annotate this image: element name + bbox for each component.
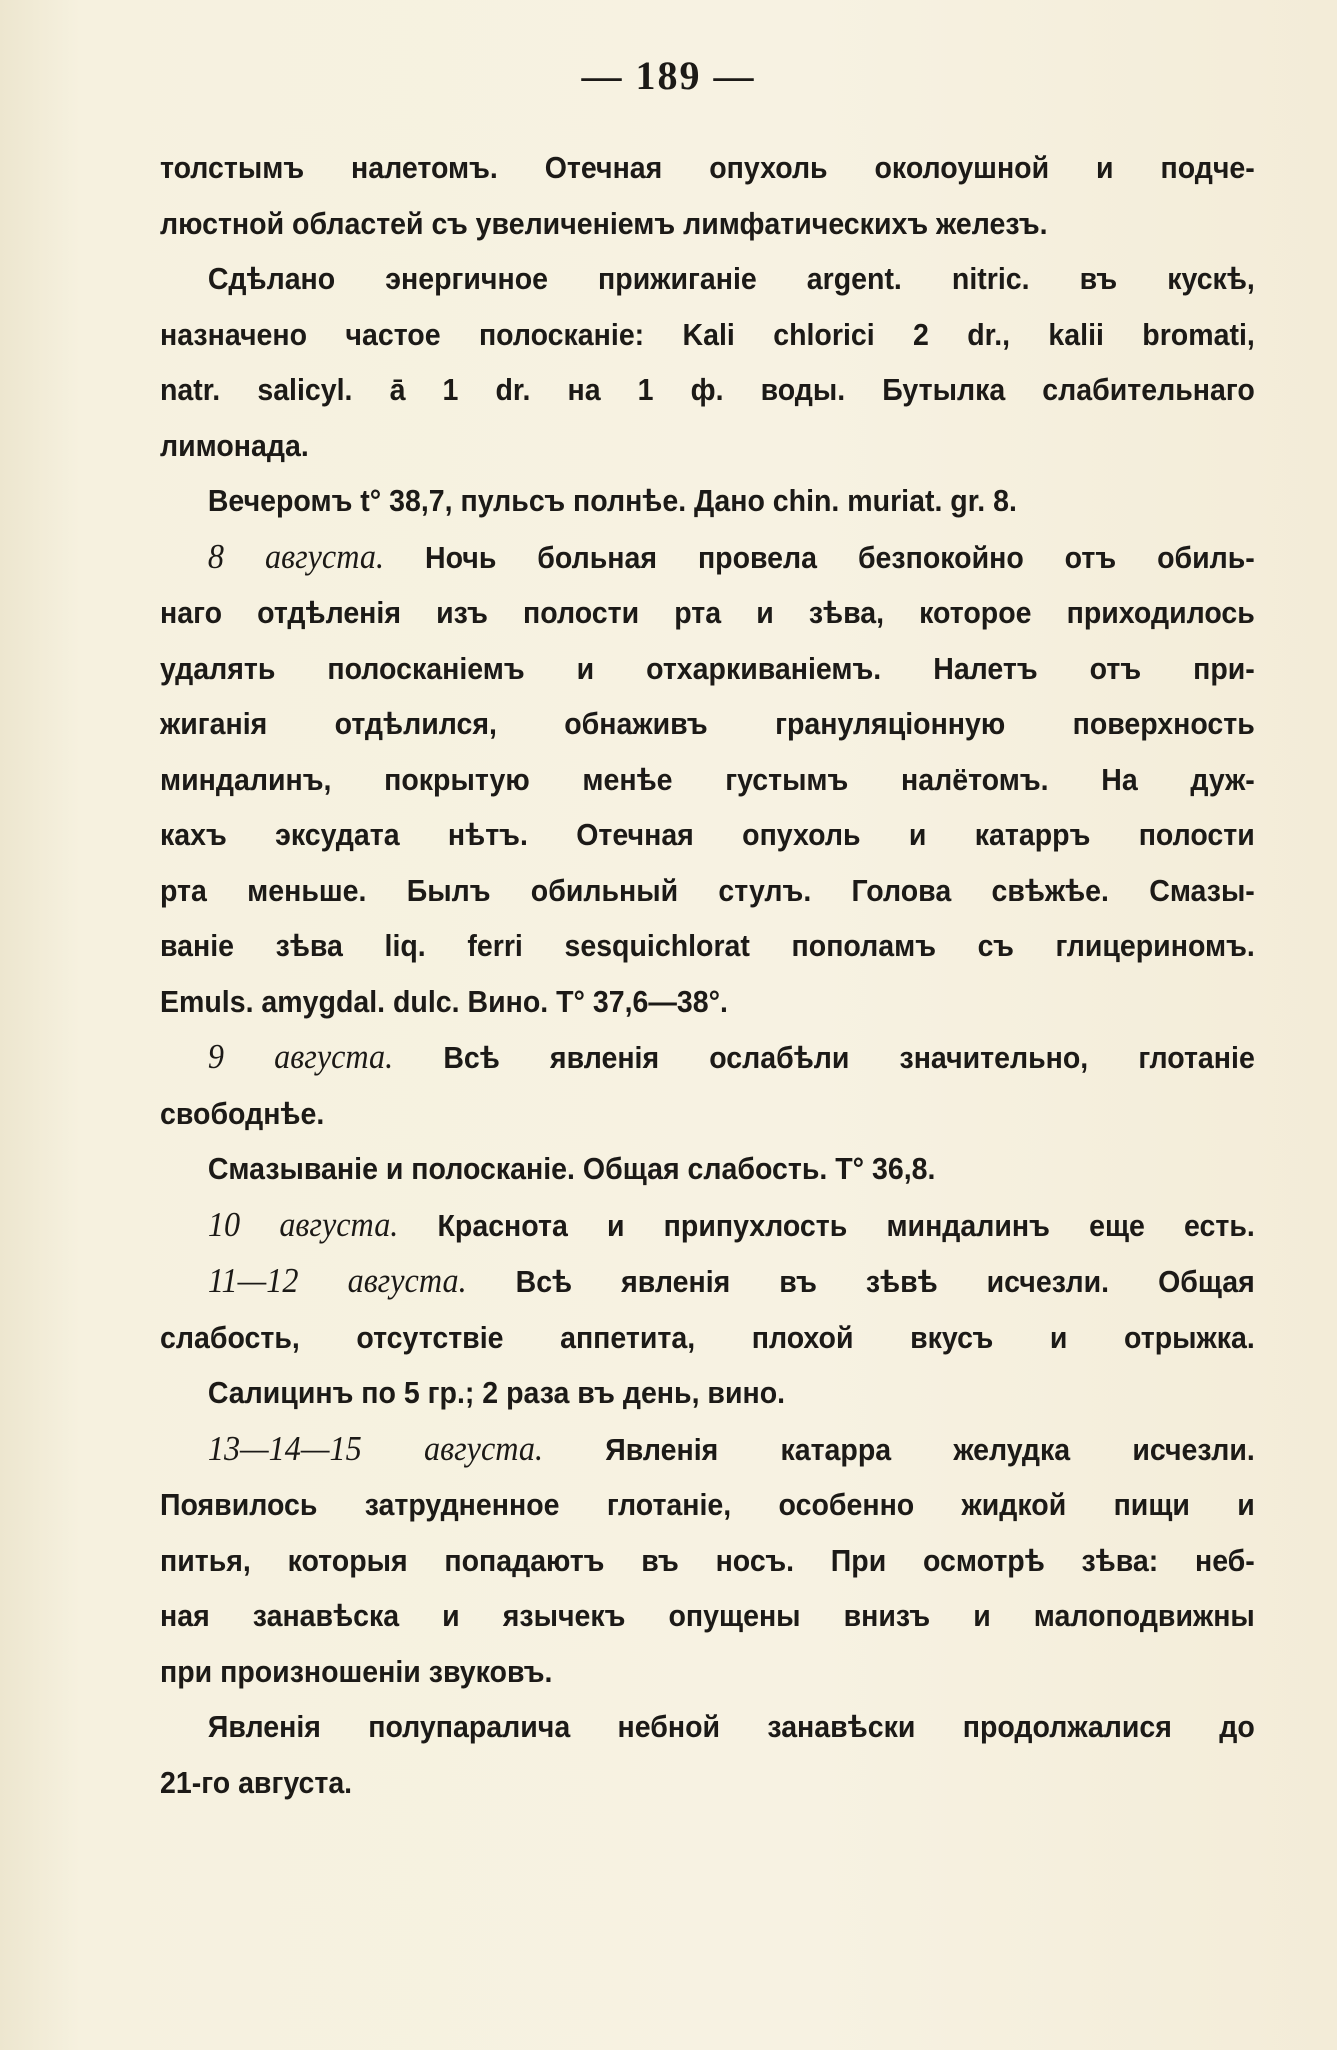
text-line: при произношенiи звуковъ. [160,1653,553,1689]
text-line: Вечеромъ t° 38,7, пульсъ полнѣе. Дано chin. muriat. gr. 8. [207,483,1017,518]
text-line: люстной областей съ увеличенiемъ лимфатическихъ железъ. [160,205,1048,241]
date-label: 11—12 августа. [207,1261,467,1300]
text-line: миндалинъ, покрытую менѣе густымъ налётомъ. На дуж- [160,761,1255,797]
text-line: 21-го августа. [160,1764,353,1800]
text-line: питья, которыя попадаютъ въ носъ. При осмотрѣ зѣва: неб- [160,1542,1255,1578]
entry-text: Всѣ явленiя въ зѣвѣ исчезли. Общая [466,1264,1255,1299]
text-line: слабость, отсутствiе аппетита, плохой вкусъ и отрыжка. [160,1319,1255,1355]
page-number: — 189 — [581,53,756,98]
entry-aug-13-15 [160,1421,1255,1478]
entry-aug-11-12 [160,1253,1255,1310]
text-line: ванiе зѣва liq. ferri sesquichlorat пополамъ съ глицериномъ. [160,928,1255,963]
entry-text: Ночь больная провела безпокойно отъ обиль- [384,539,1255,575]
text-line: наго отдѣленiя изъ полости рта и зѣва, которое приходилось [160,595,1255,630]
entry-aug-9 [160,1029,1255,1086]
text-line: удалять полосканiемъ и отхаркиванiемъ. Налетъ отъ при- [160,650,1255,686]
body-text [160,140,1255,1810]
entry-text: Явленiя катарра желудка исчезли. [543,1431,1255,1467]
date-label: 9 августа. [207,1037,394,1076]
text-line: Emuls. amygdal. dulc. Вино. T° 37,6—38°. [160,983,728,1019]
text-line: ная занавѣска и язычекъ опущены внизъ и малоподвижны [160,1598,1255,1633]
text-line: Смазыванiе и полосканiе. Общая слабость. T° 36,8. [207,1151,936,1186]
text-line: Явленiя полупаралича небной занавѣски продолжалися до [207,1709,1255,1744]
date-label: 10 августа. [207,1204,399,1244]
date-label: 8 августа. [207,536,385,576]
text-line: Сдѣлано энергичное прижиганiе argent. nitric. въ кускѣ, [207,261,1255,296]
text-line: лимонада. [160,427,309,463]
text-line: Салицинъ по 5 гр.; 2 раза въ день, вино. [207,1375,786,1410]
text-line: кахъ эксудата нѣтъ. Отечная опухоль и катарръ полости [160,817,1255,852]
entry-aug-8 [160,529,1255,586]
text-line: natr. salicyl. ā 1 dr. на 1 ф. воды. Бутылка слабительнаго [160,372,1255,407]
entry-text: Краснота и припухлость миндалинъ еще есть. [398,1207,1255,1243]
text-line: назначено частое полосканiе: Kali chlorici 2 dr., kalii bromati, [160,316,1255,352]
text-line: рта меньше. Былъ обильный стулъ. Голова свѣжѣе. Смазы- [160,872,1255,908]
text-line: толстымъ налетомъ. Отечная опухоль околоушной и подче- [160,150,1255,185]
entry-aug-10 [160,1197,1255,1254]
text-line: Появилось затрудненное глотанiе, особенно жидкой пищи и [160,1487,1255,1522]
text-line: свободнѣе. [160,1095,325,1131]
date-label: 13—14—15 августа. [207,1428,544,1468]
text-line: жиганiя отдѣлился, обнаживъ грануляцiонную поверхность [160,706,1255,741]
entry-text: Всѣ явленiя ослабѣли значительно, глотанiе [393,1040,1255,1075]
